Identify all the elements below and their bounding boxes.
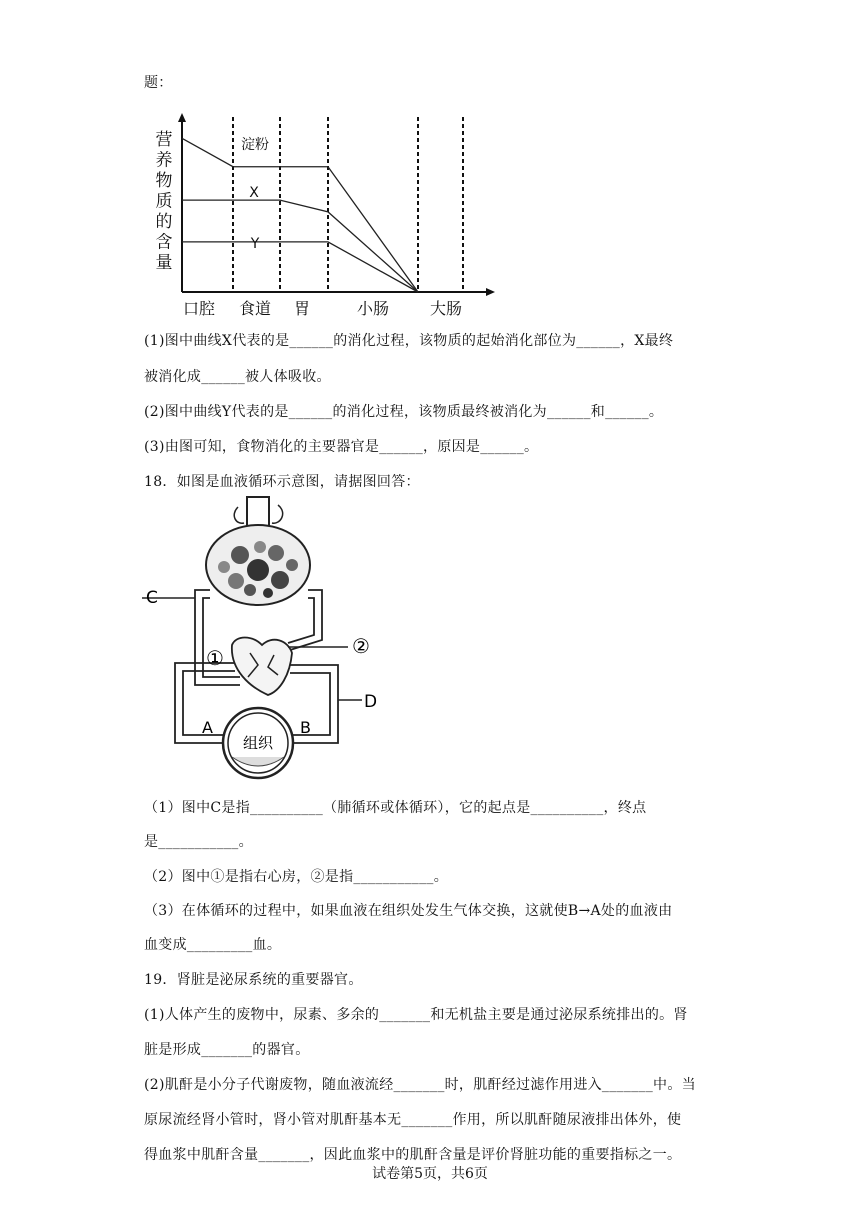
- question-heading: 19．肾脏是泌尿系统的重要器官。: [144, 972, 363, 988]
- label-c: C: [146, 588, 158, 608]
- series-line: [182, 138, 418, 292]
- y-axis-label-char: 的: [155, 212, 173, 232]
- label-a: A: [202, 718, 213, 737]
- x-tick-label: 胃: [293, 299, 311, 318]
- text-line: (3)由图可知，食物消化的主要器官是______，原因是______。: [144, 439, 539, 455]
- x-tick-label: 小肠: [356, 299, 390, 318]
- y-axis-label-char: 质: [155, 191, 173, 212]
- label-b: B: [300, 718, 311, 737]
- y-axis-label-char: 养: [155, 150, 173, 171]
- y-axis-label-char: 量: [155, 253, 173, 273]
- x-tick-label: 大肠: [429, 299, 463, 318]
- lungs-illustration: [206, 497, 310, 605]
- text-line: 题：: [144, 75, 173, 91]
- x-tick-label: 食道: [238, 299, 272, 318]
- text-line: 被消化成______被人体吸收。: [144, 369, 331, 385]
- text-line: 是___________。: [144, 834, 253, 850]
- label-2: ②: [352, 634, 370, 658]
- label-tissue: 组织: [242, 734, 274, 752]
- text-line: (1)图中曲线X代表的是______的消化过程，该物质的起始消化部位为______，X最终: [144, 333, 674, 349]
- series-line: [182, 200, 418, 292]
- y-axis-label-char: 营: [155, 130, 173, 150]
- text-line: (2)图中曲线Y代表的是______的消化过程，该物质最终被消化为______和______。: [144, 404, 664, 420]
- series-label: Y: [250, 236, 260, 252]
- text-line: 得血浆中肌酐含量_______，因此血浆中的肌酐含量是评价肾脏功能的重要指标之一。: [144, 1147, 682, 1163]
- text-line: (1)人体产生的废物中，尿素、多余的_______和无机盐主要是通过泌尿系统排出的。肾: [144, 1007, 688, 1023]
- text-line: （3）在体循环的过程中，如果血液在组织处发生气体交换，这就使B→A处的血液由: [144, 903, 673, 919]
- series-line: [182, 242, 418, 292]
- page-footer: 试卷第5页，共6页: [372, 1166, 488, 1182]
- series-label: 淀粉: [241, 137, 269, 153]
- text-line: 原尿流经肾小管时，肾小管对肌酐基本无_______作用，所以肌酐随尿液排出体外，使: [144, 1112, 682, 1128]
- label-d: D: [364, 692, 378, 712]
- y-axis-arrow: [178, 113, 186, 122]
- text-line: （1）图中C是指__________（肺循环或体循环），它的起点是__________，终点: [144, 800, 647, 816]
- question-heading: 18．如图是血液循环示意图，请据图回答：: [144, 474, 420, 490]
- text-line: 血变成_________血。: [144, 937, 282, 953]
- text-line: （2）图中①是指右心房，②是指___________。: [144, 869, 449, 885]
- series-label: X: [249, 185, 259, 201]
- x-tick-label: 口腔: [182, 299, 216, 318]
- blood-circulation-diagram: [140, 495, 400, 785]
- digestion-chart: [150, 105, 500, 320]
- x-axis-arrow: [486, 288, 495, 296]
- y-axis-label-char: 含: [155, 232, 173, 253]
- y-axis-label-char: 物: [155, 171, 173, 191]
- label-1: ①: [206, 646, 224, 670]
- text-line: 脏是形成_______的器官。: [144, 1042, 310, 1058]
- text-line: (2)肌酐是小分子代谢废物，随血液流经_______时，肌酐经过滤作用进入_______中。当: [144, 1077, 696, 1093]
